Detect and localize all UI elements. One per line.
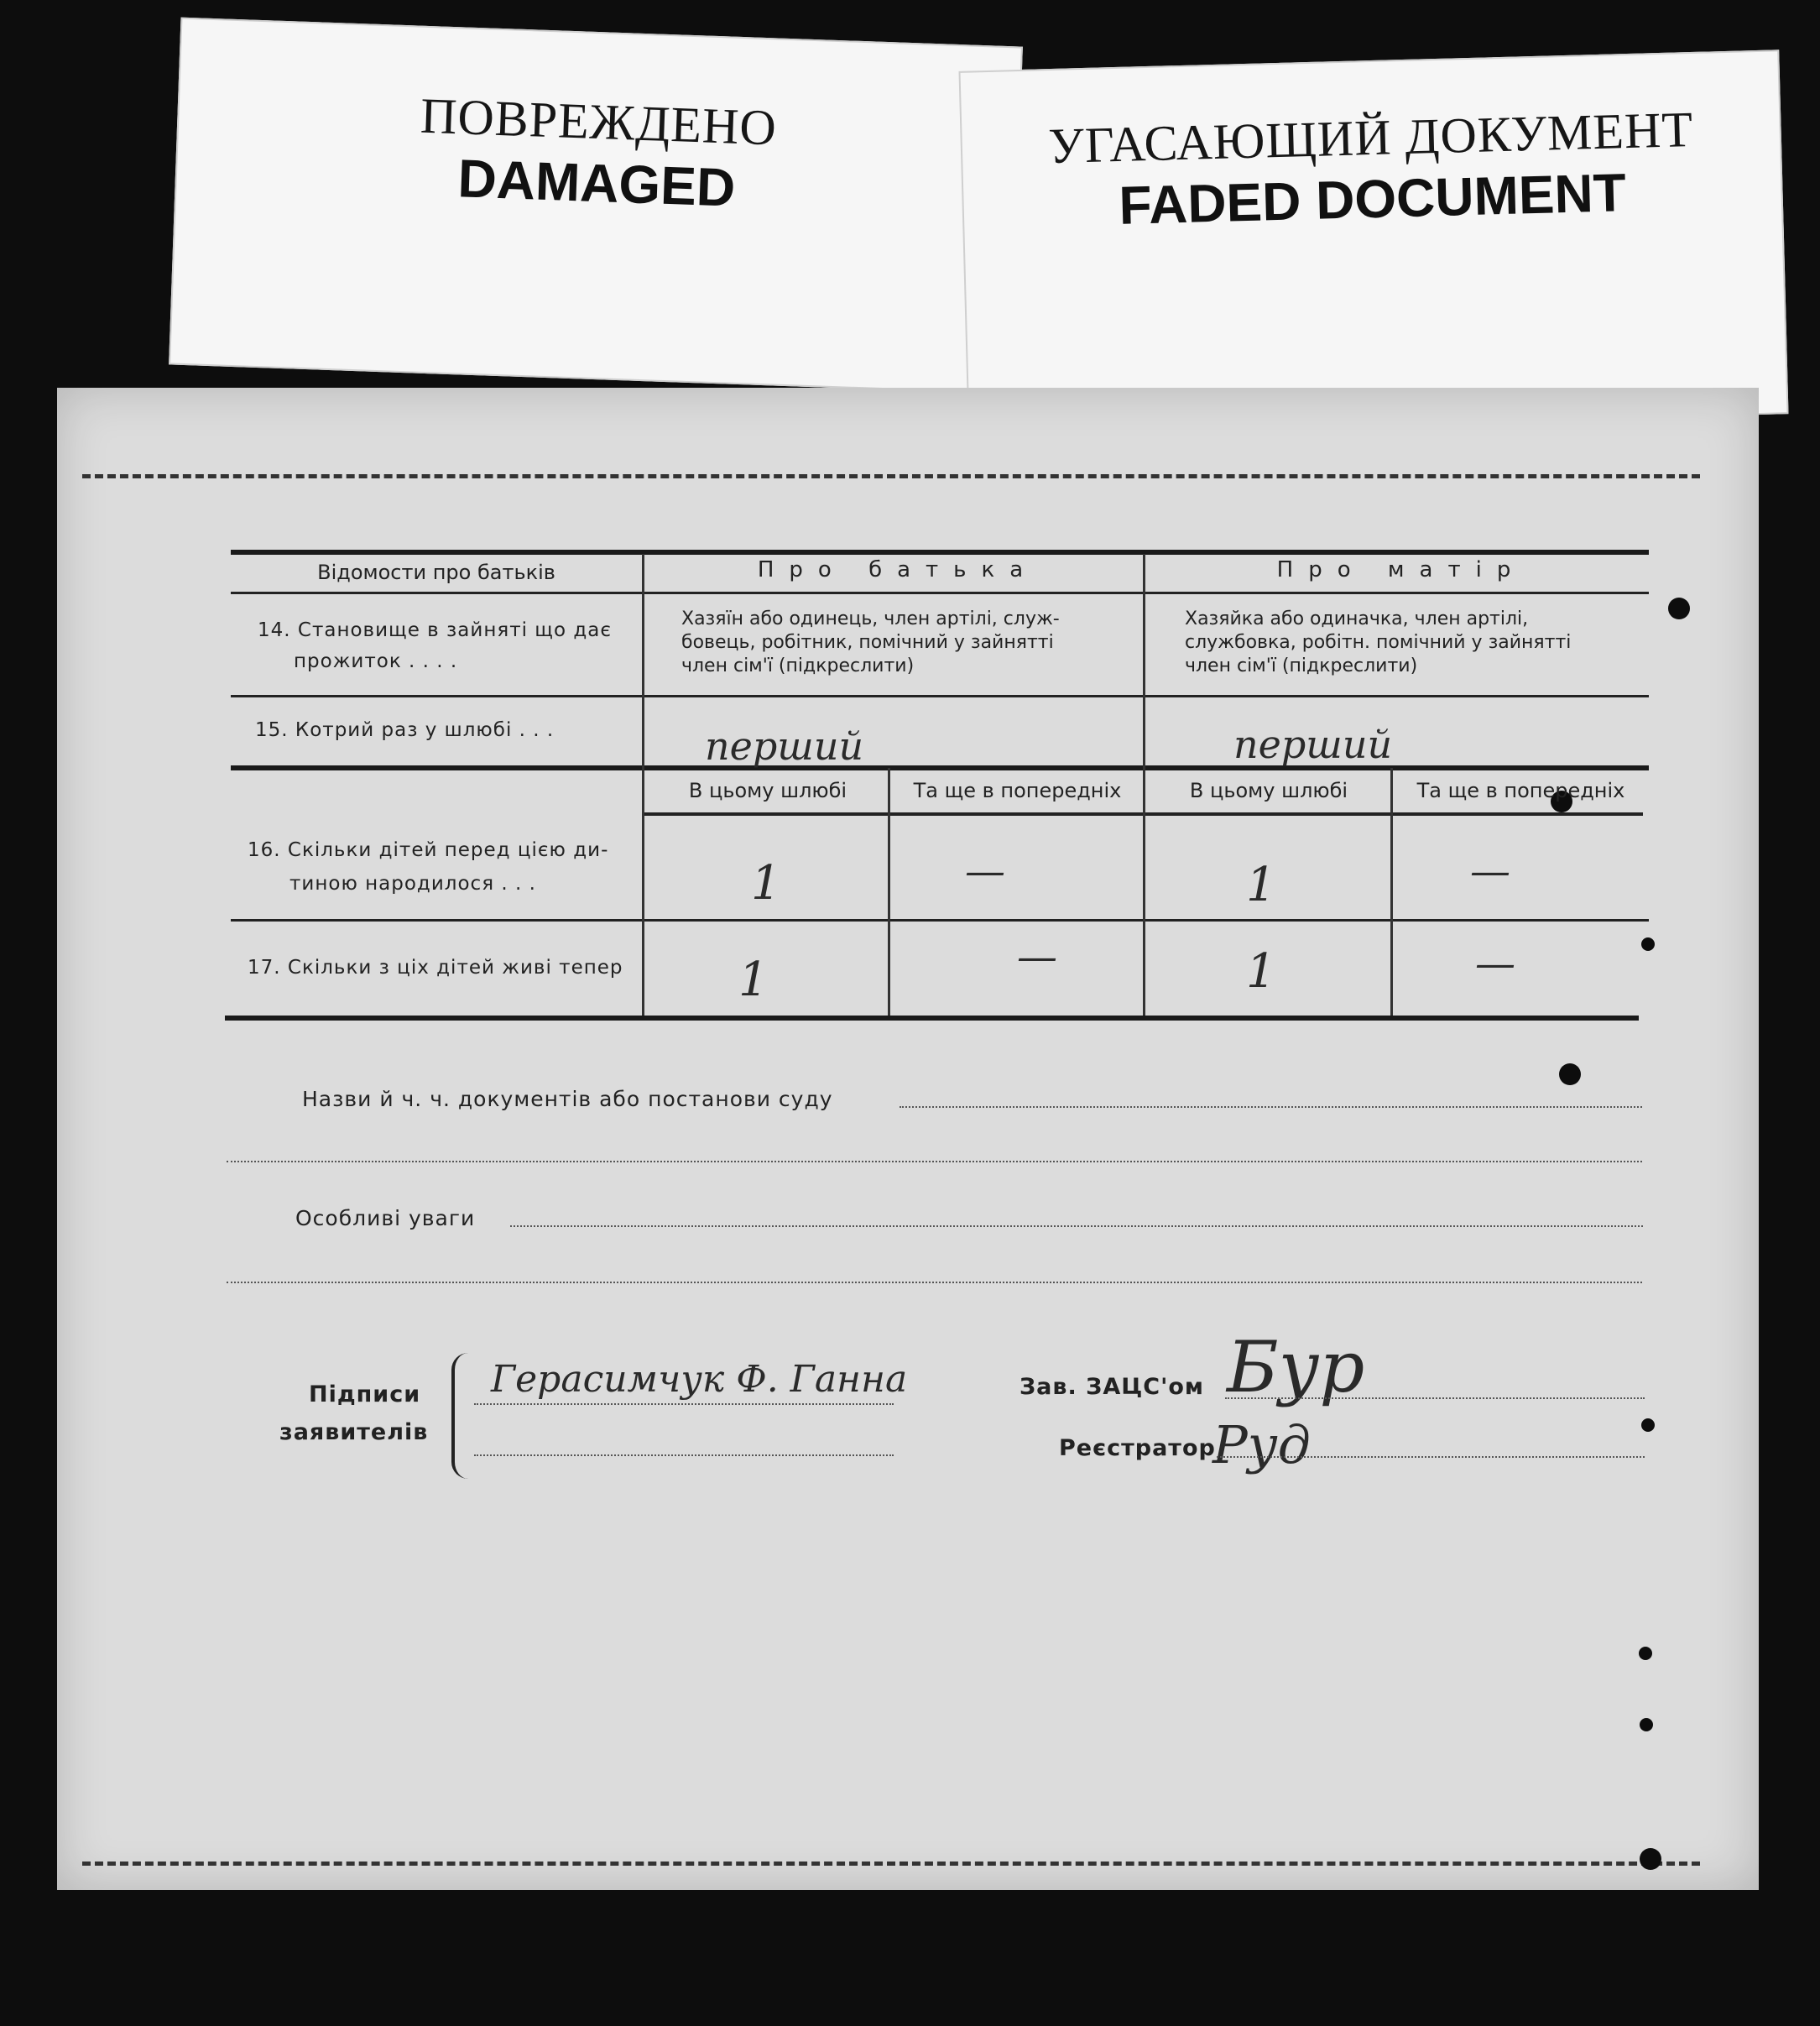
applicants-label-cont: заявителів bbox=[279, 1419, 429, 1445]
documents-line-2[interactable] bbox=[227, 1161, 1642, 1162]
row16-mother-this: 1 bbox=[1246, 858, 1276, 912]
row16-father-this: 1 bbox=[751, 856, 781, 911]
row16-mother-prev: — bbox=[1470, 848, 1510, 895]
col-divider bbox=[1390, 768, 1393, 1016]
row17-mother-this: 1 bbox=[1246, 944, 1276, 999]
row17-father-this: 1 bbox=[738, 953, 769, 1007]
subheader-mother-prev: Та ще в попередніх bbox=[1416, 779, 1625, 802]
head-signature: Бур bbox=[1227, 1326, 1365, 1408]
header-mother: Про матір bbox=[1276, 557, 1526, 582]
documents-line[interactable] bbox=[900, 1106, 1642, 1108]
row14-rule bbox=[231, 695, 1649, 697]
remarks-line-2[interactable] bbox=[227, 1282, 1642, 1283]
registrar-label: Реєстратор bbox=[1059, 1435, 1216, 1461]
row16-rule bbox=[231, 919, 1649, 922]
row17-label: 17. Скільки з ціх дітей живі тепер bbox=[248, 957, 623, 979]
col-divider bbox=[1143, 554, 1145, 1016]
head-label: Зав. ЗАЦС'ом bbox=[1020, 1374, 1204, 1400]
row16-father-prev: — bbox=[965, 848, 1005, 895]
faded-flap-ru: УГАСАЮЩИЙ ДОКУМЕНТ bbox=[1047, 101, 1694, 175]
remarks-line[interactable] bbox=[510, 1225, 1643, 1227]
row14-mother-options: Хазяйка або одиначка, член артілі, службовка, робітн. помічний у зайнятті член сім'ї (підкреслити) bbox=[1185, 608, 1572, 676]
documents-label: Назви й ч. ч. документів або постанови суду bbox=[302, 1087, 833, 1111]
row17-father-prev: — bbox=[1017, 933, 1057, 980]
subheader-mother-this: В цьому шлюбі bbox=[1189, 779, 1348, 802]
row15-label: 15. Котрий раз у шлюбі . . . bbox=[255, 719, 555, 741]
applicant-signature-line-2[interactable] bbox=[474, 1454, 894, 1456]
table-top-rule bbox=[231, 550, 1649, 555]
header-rule bbox=[231, 592, 1649, 594]
row15-rule bbox=[231, 765, 1649, 770]
row16-label: 16. Скільки дітей перед цією ди- bbox=[248, 839, 609, 861]
row15-father-value: перший bbox=[705, 723, 864, 769]
registrar-signature-line[interactable] bbox=[1217, 1456, 1645, 1458]
damaged-flap-ru: ПОВРЕЖДЕНО bbox=[420, 87, 778, 156]
col-divider bbox=[642, 554, 644, 1016]
applicant-signature-line[interactable] bbox=[474, 1403, 894, 1405]
registrar-signature: Руд bbox=[1212, 1414, 1311, 1475]
applicants-bracket bbox=[451, 1353, 480, 1479]
subheader-father-prev: Та ще в попередніх bbox=[913, 779, 1122, 802]
header-father: Про батька bbox=[757, 557, 1039, 582]
row15-mother-value: перший bbox=[1233, 722, 1393, 767]
applicants-label: Підписи bbox=[309, 1381, 421, 1407]
head-signature-line[interactable] bbox=[1225, 1397, 1645, 1399]
faded-flap-en: FADED DOCUMENT bbox=[1118, 162, 1627, 236]
row14-label: 14. Становище в зайняті що дає bbox=[258, 619, 612, 641]
table-bottom-rule bbox=[225, 1016, 1639, 1021]
applicant-signature: Герасимчук Ф. Ганна bbox=[491, 1358, 908, 1401]
damaged-flap-en: DAMAGED bbox=[456, 148, 737, 218]
row16-label-cont: тиною народилося . . . bbox=[289, 873, 536, 895]
subheader-father-this: В цьому шлюбі bbox=[688, 779, 847, 802]
row17-mother-prev: — bbox=[1475, 940, 1515, 987]
row14-father-options: Хазяїн або одинець, член артілі, служ- бовець, робітник, помічний у зайнятті член сім'ї (підкреслити) bbox=[681, 608, 1060, 676]
remarks-label: Особливі уваги bbox=[295, 1206, 476, 1230]
row14-label-cont: прожиток . . . . bbox=[294, 650, 458, 672]
header-info: Відомости про батьків bbox=[317, 561, 555, 584]
col-divider bbox=[888, 768, 890, 1016]
